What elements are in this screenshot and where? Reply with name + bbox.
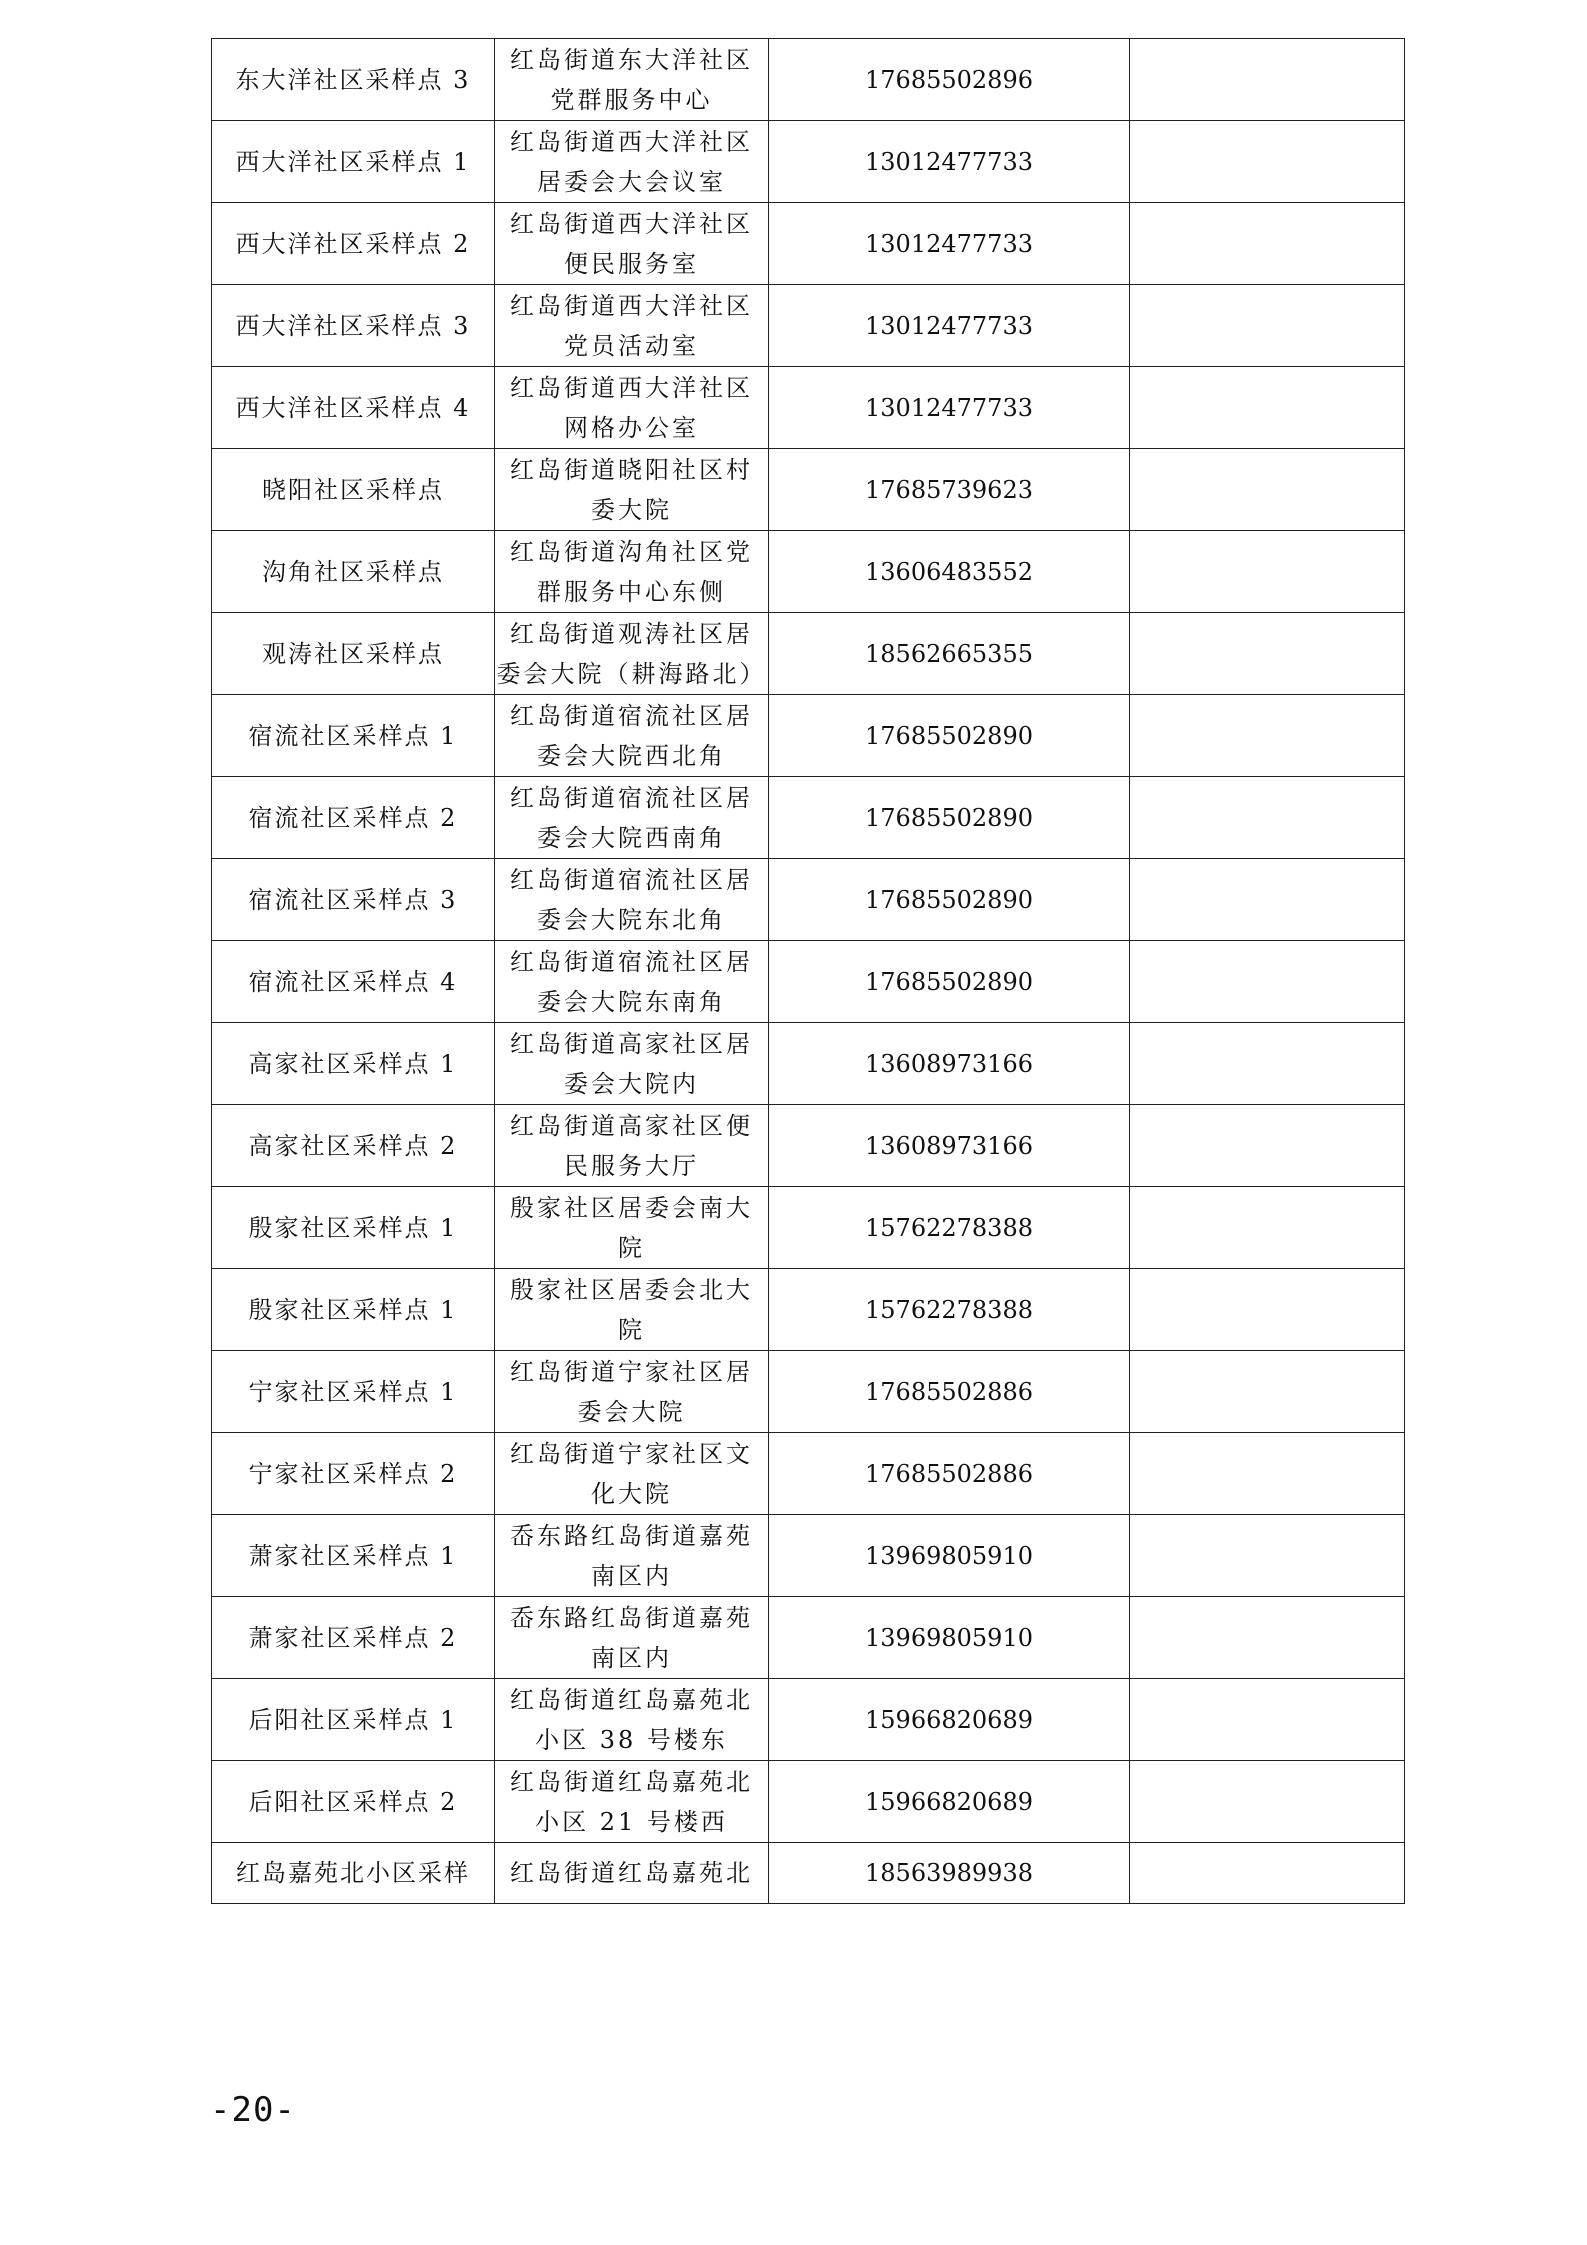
phone-cell [769, 1433, 1130, 1515]
table-row [212, 1105, 1405, 1187]
address-line-1: 殷家社区居委会南大 [510, 1193, 753, 1222]
phone-number: 13608973166 [865, 1049, 1033, 1078]
phone-number: 18563989938 [865, 1859, 1033, 1887]
address-line-1: 红岛街道西大洋社区 [510, 373, 753, 402]
phone-cell [769, 285, 1130, 367]
site-name-cell [212, 1023, 495, 1105]
site-name: 后阳社区采样点 2 [248, 1787, 458, 1816]
table-body [212, 39, 1405, 1904]
address-cell [495, 1187, 769, 1269]
page-number: -20- [210, 2090, 296, 2130]
table-row [212, 531, 1405, 613]
phone-number: 13608973166 [865, 1131, 1033, 1160]
site-name-cell [212, 777, 495, 859]
note-cell [1130, 1515, 1405, 1597]
address-line-2: 民服务大厅 [564, 1151, 699, 1180]
table-row [212, 695, 1405, 777]
table-row [212, 1597, 1405, 1679]
phone-number: 17685502896 [865, 65, 1033, 94]
address-cell [495, 1105, 769, 1187]
address-line-1: 红岛街道西大洋社区 [510, 127, 753, 156]
note-cell [1130, 1351, 1405, 1433]
address-line-1: 红岛街道东大洋社区 [510, 45, 753, 74]
address-line-1: 红岛街道宿流社区居 [510, 783, 753, 812]
address-line-1: 红岛街道宿流社区居 [510, 865, 753, 894]
site-name-cell [212, 531, 495, 613]
phone-number: 13969805910 [865, 1541, 1033, 1570]
phone-cell [769, 859, 1130, 941]
address-cell [495, 285, 769, 367]
address-line-2: 委会大院东南角 [537, 987, 726, 1016]
address-line-1: 红岛街道沟角社区党 [510, 537, 753, 566]
address-line-1: 红岛街道高家社区居 [510, 1029, 753, 1058]
note-cell [1130, 531, 1405, 613]
table-row [212, 1187, 1405, 1269]
note-cell [1130, 285, 1405, 367]
site-name: 宿流社区采样点 4 [248, 967, 458, 996]
phone-cell [769, 1351, 1130, 1433]
address-cell [495, 531, 769, 613]
address-line-2: 党员活动室 [564, 331, 699, 360]
address-cell [495, 777, 769, 859]
site-name: 东大洋社区采样点 3 [235, 65, 471, 94]
table-row [212, 1023, 1405, 1105]
address-line-2: 委会大院 [577, 1397, 686, 1426]
note-cell [1130, 39, 1405, 121]
table-row [212, 285, 1405, 367]
table-row [212, 1351, 1405, 1433]
sampling-sites-table [211, 38, 1405, 1904]
site-name-cell [212, 1351, 495, 1433]
table-row [212, 1433, 1405, 1515]
phone-number: 17685502890 [865, 967, 1033, 996]
note-cell [1130, 449, 1405, 531]
phone-cell [769, 1843, 1130, 1904]
site-name-cell [212, 613, 495, 695]
table-row [212, 777, 1405, 859]
site-name-cell [212, 1597, 495, 1679]
address-line-2: 小区 21 号楼西 [535, 1807, 728, 1836]
table-row [212, 1761, 1405, 1843]
phone-number: 17685502890 [865, 721, 1033, 750]
site-name: 殷家社区采样点 1 [248, 1213, 458, 1242]
phone-number: 13012477733 [865, 147, 1033, 176]
site-name-cell [212, 285, 495, 367]
address-line-2: 院 [618, 1233, 645, 1262]
site-name: 晓阳社区采样点 [262, 475, 444, 504]
site-name-cell [212, 121, 495, 203]
note-cell [1130, 1679, 1405, 1761]
phone-cell [769, 531, 1130, 613]
phone-number: 17685502886 [865, 1459, 1033, 1488]
address-line-2: 便民服务室 [564, 249, 699, 278]
address-cell [495, 1433, 769, 1515]
phone-number: 17685502890 [865, 803, 1033, 832]
site-name: 西大洋社区采样点 2 [235, 229, 471, 258]
table-row [212, 613, 1405, 695]
note-cell [1130, 121, 1405, 203]
site-name-cell [212, 449, 495, 531]
site-name-cell [212, 1679, 495, 1761]
note-cell [1130, 1761, 1405, 1843]
table-row [212, 203, 1405, 285]
site-name: 殷家社区采样点 1 [248, 1295, 458, 1324]
site-name: 西大洋社区采样点 4 [235, 393, 471, 422]
site-name-cell [212, 39, 495, 121]
phone-cell [769, 695, 1130, 777]
site-name: 高家社区采样点 1 [248, 1049, 458, 1078]
phone-number: 13969805910 [865, 1623, 1033, 1652]
address-line-2: 党群服务中心 [550, 85, 713, 114]
table-row [212, 1269, 1405, 1351]
address-cell [495, 695, 769, 777]
site-name-cell [212, 1105, 495, 1187]
table-row [212, 367, 1405, 449]
address-cell [495, 1269, 769, 1351]
phone-number: 13606483552 [865, 557, 1033, 586]
address-line-1: 岙东路红岛街道嘉苑 [510, 1521, 753, 1550]
table-row [212, 941, 1405, 1023]
address-line-2: 院 [618, 1315, 645, 1344]
phone-number: 13012477733 [865, 229, 1033, 258]
address-line-1: 红岛街道观涛社区居 [510, 619, 753, 648]
phone-cell [769, 121, 1130, 203]
address-cell [495, 1351, 769, 1433]
site-name: 后阳社区采样点 1 [248, 1705, 458, 1734]
phone-cell [769, 941, 1130, 1023]
address-line-1: 红岛街道宁家社区文 [510, 1439, 753, 1468]
site-name: 宿流社区采样点 2 [248, 803, 458, 832]
note-cell [1130, 695, 1405, 777]
site-name-cell [212, 1843, 495, 1904]
site-name-cell [212, 1269, 495, 1351]
address-line-2: 委会大院内 [564, 1069, 699, 1098]
site-name: 宁家社区采样点 2 [248, 1459, 458, 1488]
table-row [212, 859, 1405, 941]
phone-cell [769, 39, 1130, 121]
address-line-1: 红岛街道西大洋社区 [510, 291, 753, 320]
phone-cell [769, 1187, 1130, 1269]
site-name: 萧家社区采样点 2 [248, 1623, 458, 1652]
phone-number: 17685502890 [865, 885, 1033, 914]
site-name: 观涛社区采样点 [262, 639, 444, 668]
address-line-2: 南区内 [591, 1561, 672, 1590]
address-line-2: 委会大院（耕海路北） [496, 659, 767, 688]
site-name: 沟角社区采样点 [262, 557, 444, 586]
site-name: 高家社区采样点 2 [248, 1131, 458, 1160]
site-name: 宿流社区采样点 3 [248, 885, 458, 914]
address-cell [495, 1597, 769, 1679]
address-cell [495, 203, 769, 285]
address-cell [495, 121, 769, 203]
address-line-1: 红岛街道红岛嘉苑北 [510, 1767, 753, 1796]
note-cell [1130, 1269, 1405, 1351]
note-cell [1130, 613, 1405, 695]
address-line-1: 红岛街道宿流社区居 [510, 947, 753, 976]
phone-cell [769, 1597, 1130, 1679]
phone-number: 15762278388 [865, 1295, 1033, 1324]
table-row [212, 121, 1405, 203]
table-row [212, 1515, 1405, 1597]
note-cell [1130, 941, 1405, 1023]
phone-number: 13012477733 [865, 393, 1033, 422]
address-line-1: 红岛街道红岛嘉苑北 [510, 1685, 753, 1714]
phone-number: 17685739623 [865, 475, 1033, 504]
address-line-1: 红岛街道宁家社区居 [510, 1357, 753, 1386]
site-name: 红岛嘉苑北小区采样 [236, 1859, 470, 1887]
address-line-2: 南区内 [591, 1643, 672, 1672]
site-name: 宁家社区采样点 1 [248, 1377, 458, 1406]
address-line-2: 群服务中心东侧 [537, 577, 726, 606]
note-cell [1130, 859, 1405, 941]
phone-cell [769, 203, 1130, 285]
address-line-1: 岙东路红岛街道嘉苑 [510, 1603, 753, 1632]
address-cell [495, 39, 769, 121]
address-cell [495, 449, 769, 531]
site-name-cell [212, 1515, 495, 1597]
table-row [212, 1843, 1405, 1904]
address-line-1: 红岛街道宿流社区居 [510, 701, 753, 730]
note-cell [1130, 1187, 1405, 1269]
address-line-2: 委大院 [591, 495, 672, 524]
note-cell [1130, 367, 1405, 449]
address-cell [495, 1515, 769, 1597]
site-name: 宿流社区采样点 1 [248, 721, 458, 750]
address-line-2: 小区 38 号楼东 [535, 1725, 728, 1754]
site-name-cell [212, 367, 495, 449]
note-cell [1130, 1023, 1405, 1105]
address-line-1: 殷家社区居委会北大 [510, 1275, 753, 1304]
phone-cell [769, 1023, 1130, 1105]
site-name-cell [212, 859, 495, 941]
address-line-2: 居委会大会议室 [537, 167, 726, 196]
phone-cell [769, 613, 1130, 695]
phone-cell [769, 777, 1130, 859]
address-cell [495, 367, 769, 449]
phone-cell [769, 367, 1130, 449]
phone-cell [769, 1515, 1130, 1597]
site-name-cell [212, 1433, 495, 1515]
table-row [212, 39, 1405, 121]
table-row [212, 449, 1405, 531]
address-cell [495, 1843, 769, 1904]
site-name-cell [212, 1761, 495, 1843]
phone-number: 15762278388 [865, 1213, 1033, 1242]
phone-number: 13012477733 [865, 311, 1033, 340]
note-cell [1130, 1843, 1405, 1904]
address-line-2: 委会大院西南角 [537, 823, 726, 852]
phone-cell [769, 1105, 1130, 1187]
address-cell [495, 613, 769, 695]
address-cell [495, 1761, 769, 1843]
site-name: 萧家社区采样点 1 [248, 1541, 458, 1570]
address-line-1: 红岛街道高家社区便 [510, 1111, 753, 1140]
address-line-1: 红岛街道晓阳社区村 [510, 455, 753, 484]
address-cell [495, 1679, 769, 1761]
site-name-cell [212, 203, 495, 285]
note-cell [1130, 777, 1405, 859]
note-cell [1130, 1433, 1405, 1515]
address-line-2: 委会大院西北角 [537, 741, 726, 770]
address-cell [495, 941, 769, 1023]
address-line-2: 网格办公室 [564, 413, 699, 442]
note-cell [1130, 1105, 1405, 1187]
table-row [212, 1679, 1405, 1761]
phone-number: 18562665355 [865, 639, 1033, 668]
note-cell [1130, 203, 1405, 285]
phone-cell [769, 1269, 1130, 1351]
address-line-2: 化大院 [591, 1479, 672, 1508]
phone-number: 17685502886 [865, 1377, 1033, 1406]
phone-cell [769, 1679, 1130, 1761]
site-name-cell [212, 1187, 495, 1269]
phone-number: 15966820689 [865, 1787, 1033, 1816]
site-name-cell [212, 941, 495, 1023]
phone-number: 15966820689 [865, 1705, 1033, 1734]
phone-cell [769, 1761, 1130, 1843]
site-name: 西大洋社区采样点 3 [235, 311, 471, 340]
address-line-1: 红岛街道西大洋社区 [510, 209, 753, 238]
address-line-1: 红岛街道红岛嘉苑北 [510, 1859, 753, 1887]
address-cell [495, 1023, 769, 1105]
address-cell [495, 859, 769, 941]
phone-cell [769, 449, 1130, 531]
site-name-cell [212, 695, 495, 777]
address-line-2: 委会大院东北角 [537, 905, 726, 934]
note-cell [1130, 1597, 1405, 1679]
site-name: 西大洋社区采样点 1 [235, 147, 471, 176]
